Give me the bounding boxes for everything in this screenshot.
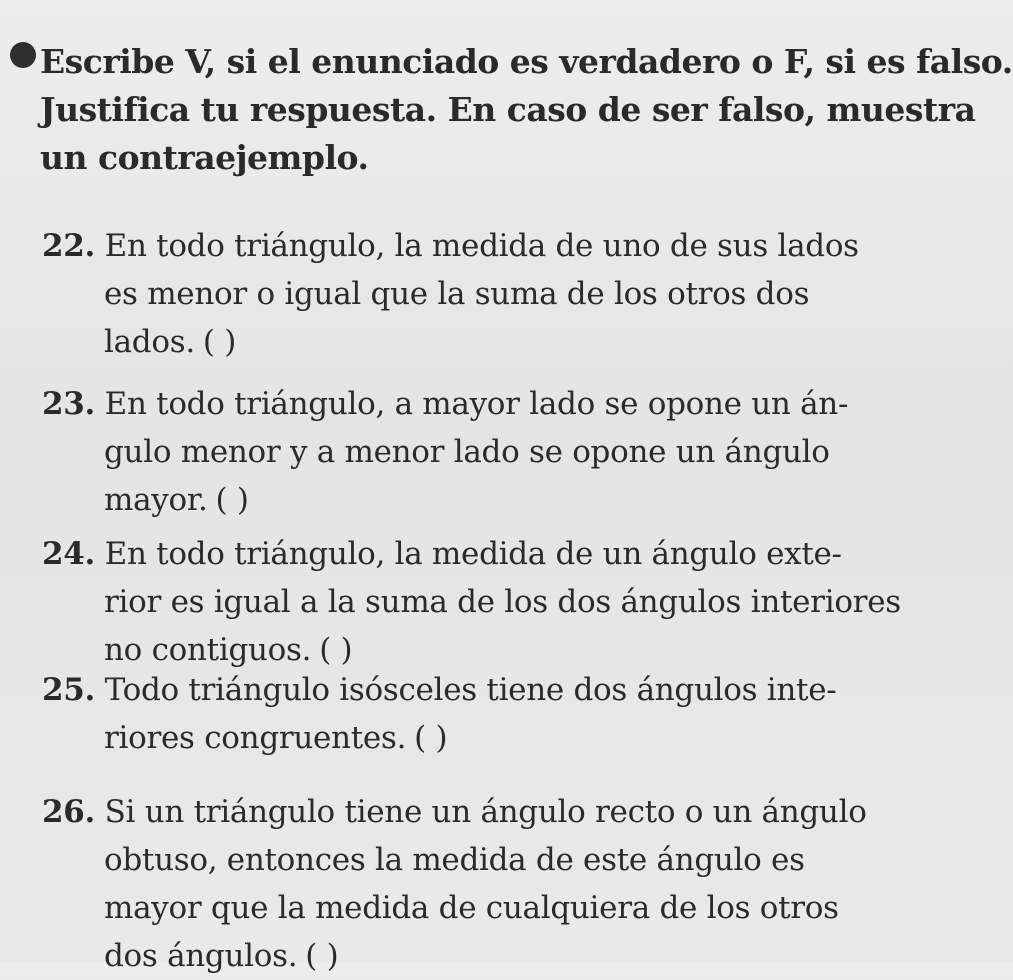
exercise-text: En todo triángulo, la medida de un ángulo exte- — [104, 536, 842, 572]
exercise-text: no contiguos. — [104, 632, 312, 668]
exercise-text: mayor. — [104, 482, 208, 518]
exercise-25 — [42, 666, 842, 762]
exercise-text: es menor o igual que la suma de los otros dos — [104, 276, 810, 312]
exercise-number: 22. — [42, 228, 96, 264]
exercise-26 — [42, 788, 867, 980]
exercise-text: En todo triángulo, la medida de uno de sus lados — [104, 228, 859, 264]
exercise-text: dos ángulos. — [104, 938, 298, 974]
instructions-line: Escribe V, si el enunciado es verdadero o F, si es falso. — [40, 42, 1013, 81]
instructions — [40, 38, 1013, 182]
exercise-23 — [42, 380, 849, 524]
answer-blank[interactable]: ( ) — [414, 720, 448, 756]
exercise-number: 24. — [42, 536, 96, 572]
exercise-text: riores congruentes. — [104, 720, 407, 756]
answer-blank[interactable]: ( ) — [319, 632, 353, 668]
exercise-text: obtuso, entonces la medida de este ángulo es — [104, 842, 805, 878]
instructions-line: un contraejemplo. — [40, 138, 369, 177]
exercise-number: 26. — [42, 794, 96, 830]
exercise-22 — [42, 222, 859, 366]
exercise-number: 25. — [42, 672, 96, 708]
exercise-text: Si un triángulo tiene un ángulo recto o un ángulo — [104, 794, 867, 830]
answer-blank[interactable]: ( ) — [305, 938, 339, 974]
exercise-text: Todo triángulo isósceles tiene dos ángulos inte- — [104, 672, 837, 708]
exercise-text: En todo triángulo, a mayor lado se opone un án- — [104, 386, 849, 422]
instructions-line: Justifica tu respuesta. En caso de ser falso, muestra — [40, 90, 976, 129]
exercise-text: gulo menor y a menor lado se opone un ángulo — [104, 434, 830, 470]
exercise-text: rior es igual a la suma de los dos ángulos interiores — [104, 584, 901, 620]
exercise-text: mayor que la medida de cualquiera de los otros — [104, 890, 839, 926]
exercise-24 — [42, 530, 901, 674]
exercise-number: 23. — [42, 386, 96, 422]
answer-blank[interactable]: ( ) — [215, 482, 249, 518]
answer-blank[interactable]: ( ) — [202, 324, 237, 360]
exercise-text: lados. — [104, 324, 195, 360]
bullet-mark-icon — [10, 42, 36, 68]
